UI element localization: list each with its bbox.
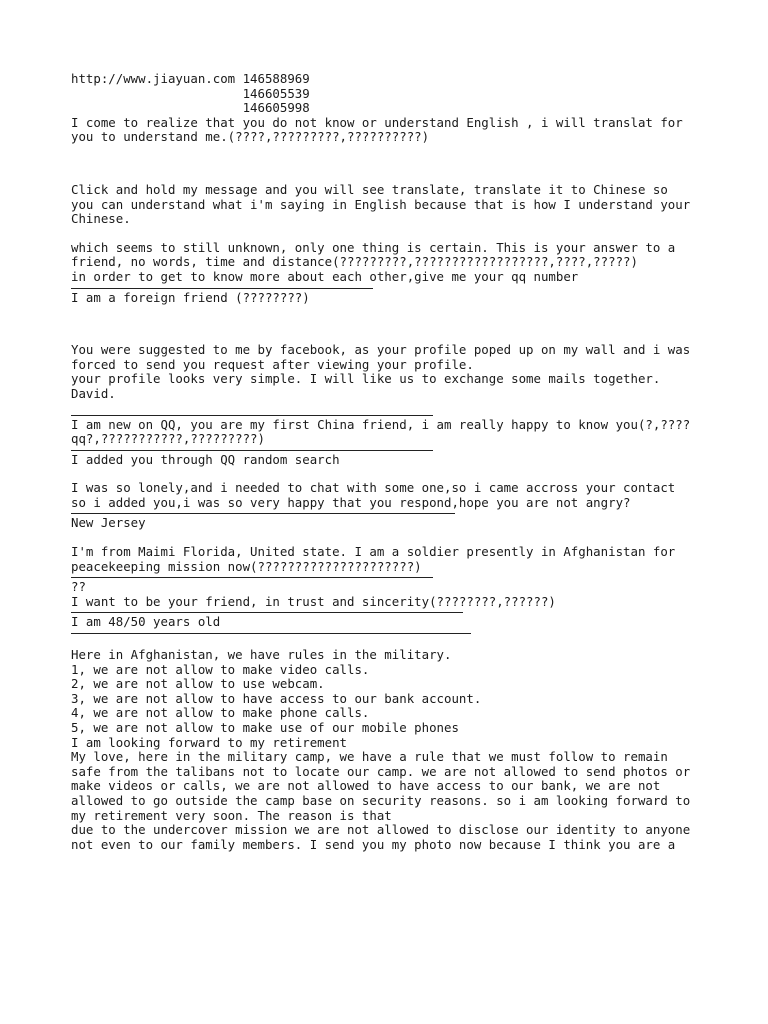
rules-line: 5, we are not allow to make use of our mobile phones xyxy=(71,720,459,735)
divider-rule xyxy=(71,450,433,451)
spacer xyxy=(71,305,711,343)
soldier-line: I'm from Maimi Florida, United state. I am a soldier presently in Afghanistan for xyxy=(71,544,676,560)
translate-line: Click and hold my message and you will see translate, translate it to Chinese so xyxy=(71,181,668,197)
spacer xyxy=(71,145,711,183)
question-marks-line: ?? xyxy=(71,579,86,595)
new-on-qq-line: qq?,???????????,?????????) xyxy=(71,431,265,447)
translate-line: Chinese. xyxy=(71,211,131,227)
rules-line: not even to our family members. I send you my photo now because I think you are a xyxy=(71,836,676,852)
qq-number-line: 146605998 xyxy=(71,100,310,116)
rules-line: due to the undercover mission we are not allowed to disclose our identity to anyone xyxy=(71,822,691,838)
spacer xyxy=(71,531,711,545)
facebook-line: You were suggested to me by facebook, as your profile poped up on my wall and i was xyxy=(71,342,691,358)
facebook-line: forced to send you request after viewing your profile. xyxy=(71,356,474,372)
rules-line: 4, we are not allow to make phone calls. xyxy=(71,705,370,721)
trust-line: I want to be your friend, in trust and sincerity(????????,??????) xyxy=(71,593,556,609)
divider-rule xyxy=(71,633,471,634)
divider-rule xyxy=(71,513,455,514)
paragraph-line: which seems to still unknown, only one thing is certain. This is your answer to a xyxy=(71,239,676,255)
document-page xyxy=(71,72,711,852)
divider-rule xyxy=(71,612,463,613)
spacer xyxy=(71,227,711,241)
divider-rule xyxy=(71,577,433,578)
url-line: http://www.jiayuan.com 146588969 xyxy=(71,71,310,86)
location-line: New Jersey xyxy=(71,515,146,531)
new-on-qq-line: I am new on QQ, you are my first China friend, i am really happy to know you(?,???? xyxy=(71,416,691,432)
qq-number-line: 146605539 xyxy=(71,85,310,101)
soldier-line: peacekeeping mission now(?????????????????????) xyxy=(71,558,422,574)
signature-line: David. xyxy=(71,385,116,401)
rules-line: 2, we are not allow to use webcam. xyxy=(71,676,325,692)
spacer xyxy=(71,467,711,481)
divider-rule xyxy=(71,415,433,416)
rules-line: make videos or calls, we are not allowed to have access to our bank, we are not xyxy=(71,778,661,794)
lonely-line: I was so lonely,and i needed to chat with some one,so i came accross your contact xyxy=(71,480,676,496)
lonely-line: so i added you,i was so very happy that you respond,hope you are not angry? xyxy=(71,494,631,510)
divider-rule xyxy=(71,288,373,289)
foreign-friend-line: I am a foreign friend (????????) xyxy=(71,289,310,305)
translate-line: you can understand what i'm saying in English because that is how I understand your xyxy=(71,196,691,212)
rules-line: My love, here in the military camp, we have a rule that we must follow to remain xyxy=(71,749,668,765)
rules-line: allowed to go outside the camp base on security reasons. so i am looking forward to xyxy=(71,792,691,808)
paragraph-line: friend, no words, time and distance(?????????,??????????????????,????,?????) xyxy=(71,254,638,270)
rules-line: Here in Afghanistan, we have rules in the military. xyxy=(71,647,452,663)
facebook-line: your profile looks very simple. I will like us to exchange some mails together. xyxy=(71,371,661,387)
age-line: I am 48/50 years old xyxy=(71,614,221,630)
rules-line: safe from the talibans not to locate our camp. we are not allowed to send photos or xyxy=(71,763,691,779)
rules-line: 1, we are not allow to make video calls. xyxy=(71,661,370,677)
rules-line: I am looking forward to my retirement xyxy=(71,734,348,750)
spacer xyxy=(71,402,711,412)
intro-line: you to understand me.(????,?????????,??????????) xyxy=(71,129,430,145)
rules-line: my retirement very soon. The reason is that xyxy=(71,807,392,823)
paragraph-line: in order to get to know more about each other,give me your qq number xyxy=(71,268,579,284)
intro-line: I come to realize that you do not know or understand English , i will translat for xyxy=(71,114,683,130)
rules-line: 3, we are not allow to have access to our bank account. xyxy=(71,690,482,706)
random-search-line: I added you through QQ random search xyxy=(71,451,340,467)
